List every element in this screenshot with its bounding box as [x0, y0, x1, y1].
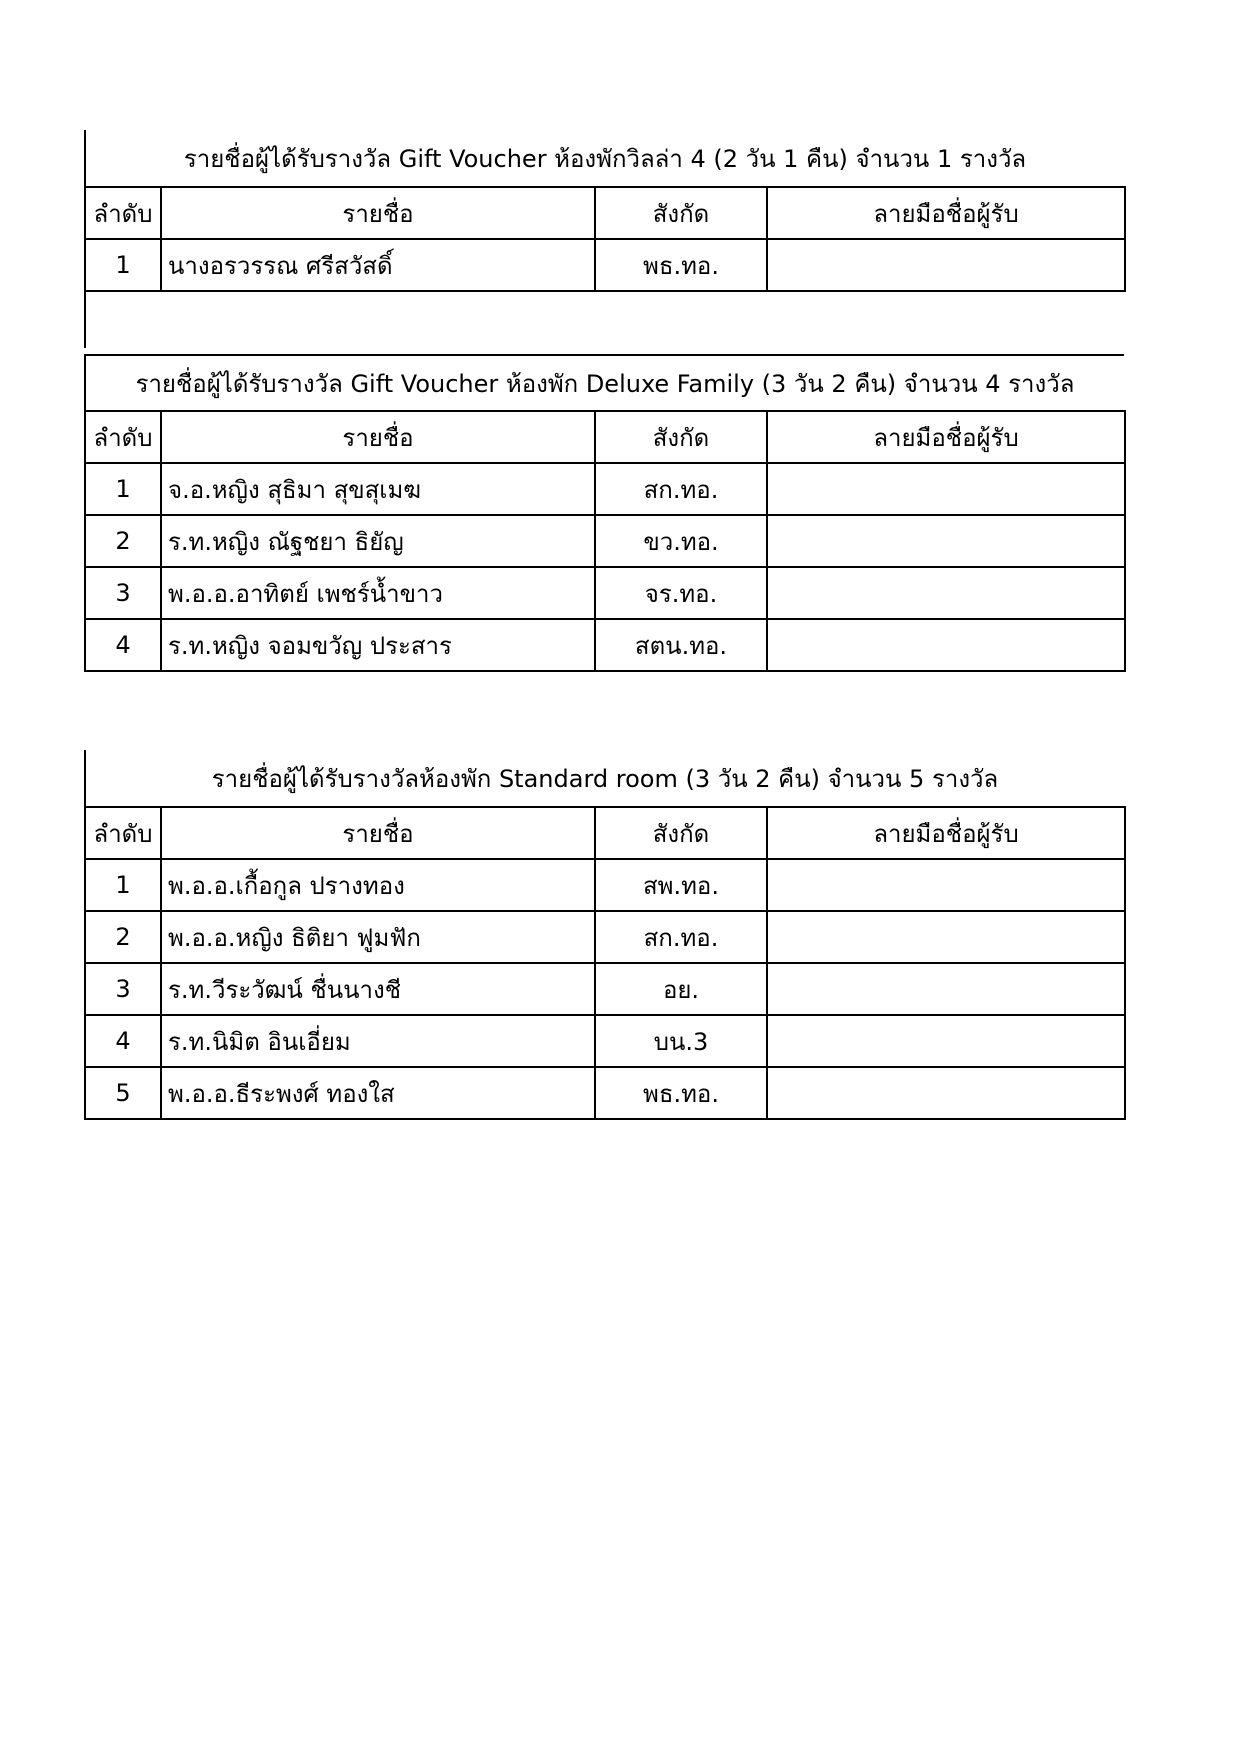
table-header-row: [85, 411, 1125, 463]
header-no: ลำดับ: [85, 807, 161, 859]
row-name: ร.ท.หญิง ณัฐชยา ธิยัญ: [161, 515, 595, 567]
header-no: ลำดับ: [85, 411, 161, 463]
table-row: [85, 1067, 1125, 1119]
row-no: 3: [85, 567, 161, 619]
award-section-standard-room: [84, 750, 1124, 1120]
table-header-row: [85, 807, 1125, 859]
row-name: ร.ท.นิมิต อินเอี่ยม: [161, 1015, 595, 1067]
row-signature-cell: [767, 859, 1125, 911]
row-signature-cell: [767, 463, 1125, 515]
section-title: รายชื่อผู้ได้รับรางวัลห้องพัก Standard room (3 วัน 2 คืน) จำนวน 5 รางวัล: [84, 750, 1124, 806]
header-unit: สังกัด: [595, 807, 767, 859]
table-row: [85, 619, 1125, 671]
row-signature-cell: [767, 911, 1125, 963]
table-row: [85, 1015, 1125, 1067]
row-no: 2: [85, 911, 161, 963]
row-unit: บน.3: [595, 1015, 767, 1067]
header-unit: สังกัด: [595, 411, 767, 463]
table-row: [85, 515, 1125, 567]
winners-table: [84, 186, 1126, 292]
row-no: 4: [85, 1015, 161, 1067]
row-name: พ.อ.อ.เกื้อกูล ปรางทอง: [161, 859, 595, 911]
header-signature: ลายมือชื่อผู้รับ: [767, 807, 1125, 859]
header-signature: ลายมือชื่อผู้รับ: [767, 187, 1125, 239]
row-no: 1: [85, 859, 161, 911]
row-no: 4: [85, 619, 161, 671]
row-unit: สก.ทอ.: [595, 463, 767, 515]
section-title: รายชื่อผู้ได้รับรางวัล Gift Voucher ห้องพัก Deluxe Family (3 วัน 2 คืน) จำนวน 4 รางวัล: [84, 354, 1124, 410]
row-signature-cell: [767, 963, 1125, 1015]
row-no: 3: [85, 963, 161, 1015]
row-name: นางอรวรรณ ศรีสวัสดิ์: [161, 239, 595, 291]
row-signature-cell: [767, 567, 1125, 619]
row-name: ร.ท.หญิง จอมขวัญ ประสาร: [161, 619, 595, 671]
row-name: ร.ท.วีระวัฒน์ ชื่นนางชี: [161, 963, 595, 1015]
header-name: รายชื่อ: [161, 411, 595, 463]
header-name: รายชื่อ: [161, 187, 595, 239]
row-signature-cell: [767, 1067, 1125, 1119]
award-section-villa: [84, 130, 1124, 348]
row-unit: สพ.ทอ.: [595, 859, 767, 911]
row-no: 1: [85, 239, 161, 291]
row-signature-cell: [767, 515, 1125, 567]
table-header-row: [85, 187, 1125, 239]
row-name: พ.อ.อ.อาทิตย์ เพชร์น้ำขาว: [161, 567, 595, 619]
row-name: พ.อ.อ.หญิง ธิติยา ฟูมฟัก: [161, 911, 595, 963]
table-row: [85, 859, 1125, 911]
row-name: จ.อ.หญิง สุธิมา สุขสุเมฆ: [161, 463, 595, 515]
table-row: [85, 463, 1125, 515]
table-row: [85, 567, 1125, 619]
winners-table: [84, 410, 1126, 672]
row-unit: จร.ทอ.: [595, 567, 767, 619]
header-name: รายชื่อ: [161, 807, 595, 859]
row-unit: อย.: [595, 963, 767, 1015]
winners-table: [84, 806, 1126, 1120]
row-signature-cell: [767, 619, 1125, 671]
section-title: รายชื่อผู้ได้รับรางวัล Gift Voucher ห้องพักวิลล่า 4 (2 วัน 1 คืน) จำนวน 1 รางวัล: [84, 130, 1124, 186]
table-row: [85, 963, 1125, 1015]
spacer-row: [84, 292, 1124, 348]
row-unit: สก.ทอ.: [595, 911, 767, 963]
header-signature: ลายมือชื่อผู้รับ: [767, 411, 1125, 463]
award-section-deluxe-family: [84, 354, 1124, 672]
row-signature-cell: [767, 1015, 1125, 1067]
row-signature-cell: [767, 239, 1125, 291]
row-unit: สตน.ทอ.: [595, 619, 767, 671]
table-row: [85, 239, 1125, 291]
header-no: ลำดับ: [85, 187, 161, 239]
row-no: 2: [85, 515, 161, 567]
row-unit: พธ.ทอ.: [595, 239, 767, 291]
table-row: [85, 911, 1125, 963]
row-name: พ.อ.อ.ธีระพงศ์ ทองใส: [161, 1067, 595, 1119]
row-unit: พธ.ทอ.: [595, 1067, 767, 1119]
row-no: 1: [85, 463, 161, 515]
header-unit: สังกัด: [595, 187, 767, 239]
row-no: 5: [85, 1067, 161, 1119]
row-unit: ขว.ทอ.: [595, 515, 767, 567]
